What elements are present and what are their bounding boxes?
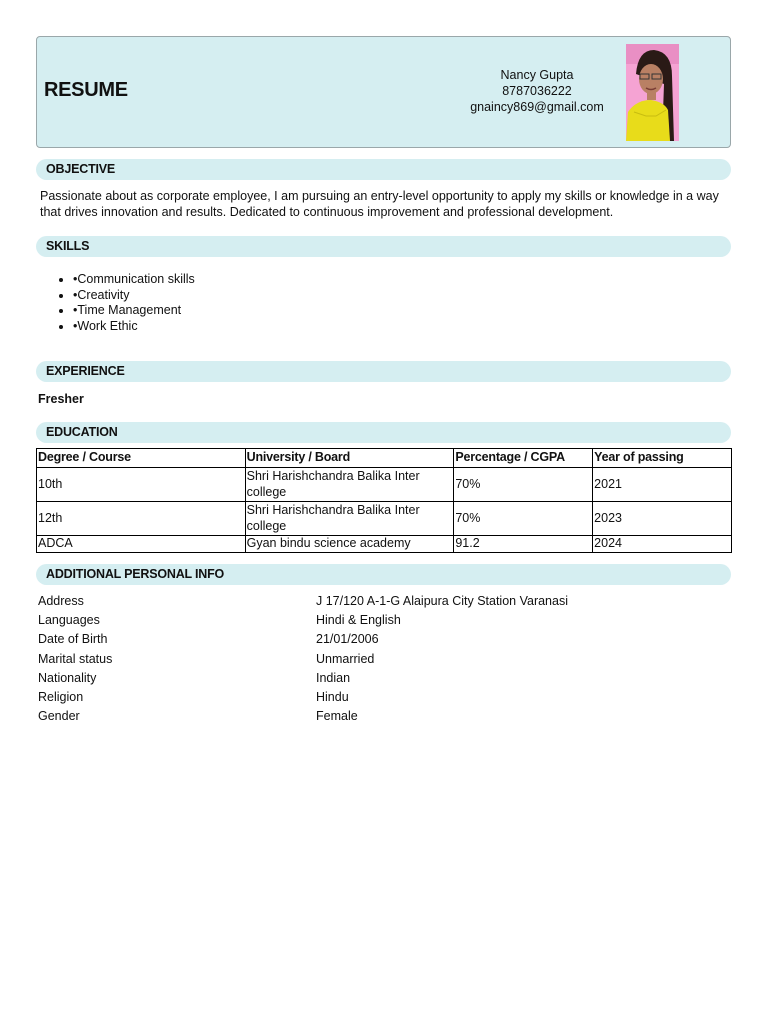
column-header: University / Board [245, 449, 454, 468]
info-label: Date of Birth [38, 632, 108, 647]
table-cell: 70% [454, 502, 593, 536]
info-value: 21/01/2006 [316, 632, 379, 647]
skill-item: • •Creativity [73, 288, 195, 304]
column-header: Degree / Course [37, 449, 246, 468]
info-label: Languages [38, 612, 100, 627]
table-header-row [37, 449, 732, 468]
section-title: EXPERIENCE [46, 364, 125, 378]
info-value: Unmarried [316, 651, 375, 666]
section-title: SKILLS [46, 239, 90, 253]
objective-text: Passionate about as corporate employee, I am pursuing an entry-level opportunity to apply my skills or knowledge in a way that drives innovation and results. Dedicated to continuous improvement and professional development. [40, 189, 719, 219]
education-table [36, 448, 732, 553]
candidate-name: Nancy Gupta [500, 68, 574, 82]
contact-block [457, 67, 617, 115]
profile-photo [626, 44, 679, 141]
section-objective [36, 159, 731, 180]
info-label: Address [38, 593, 84, 608]
section-title: ADDITIONAL PERSONAL INFO [46, 567, 225, 581]
profile-photo-image [626, 44, 679, 141]
table-cell: 2021 [593, 468, 732, 502]
skills-list [40, 272, 195, 334]
column-header: Percentage / CGPA [454, 449, 593, 468]
table-cell: 12th [37, 502, 246, 536]
table-cell: 70% [454, 468, 593, 502]
resume-header [36, 36, 731, 148]
table-cell: 2024 [593, 536, 732, 553]
info-row [38, 591, 728, 610]
section-education [36, 422, 731, 443]
table-cell: Gyan bindu science academy [245, 536, 454, 553]
info-row [38, 668, 728, 687]
phone-number: 8787036222 [502, 84, 572, 98]
table-cell: Shri Harishchandra Balika Inter college [245, 468, 454, 502]
section-experience [36, 361, 731, 382]
column-header: Year of passing [593, 449, 732, 468]
table-cell: 10th [37, 468, 246, 502]
skill-item: • •Time Management [73, 303, 195, 319]
info-row [38, 707, 728, 726]
table-cell: Shri Harishchandra Balika Inter college [245, 502, 454, 536]
section-title: OBJECTIVE [46, 162, 116, 176]
table-cell: 91.2 [454, 536, 593, 553]
table-cell: 2023 [593, 502, 732, 536]
info-value: Female [316, 709, 358, 724]
table-row [37, 468, 732, 502]
email-address: gnaincy869@gmail.com [470, 100, 604, 114]
info-row [38, 630, 728, 649]
skill-item: • •Work Ethic [73, 319, 195, 335]
table-row [37, 536, 732, 553]
personal-info-list [38, 591, 728, 726]
info-row [38, 649, 728, 668]
resume-title: RESUME [44, 79, 128, 101]
section-title: EDUCATION [46, 425, 118, 439]
info-label: Religion [38, 690, 84, 705]
table-row [37, 502, 732, 536]
info-row [38, 610, 728, 629]
info-value: Hindu [316, 690, 349, 705]
info-value: Hindi & English [316, 612, 401, 627]
skill-item: • •Communication skills [73, 272, 195, 288]
info-value: Indian [316, 670, 351, 685]
table-cell: ADCA [37, 536, 246, 553]
section-skills [36, 236, 731, 257]
info-label: Marital status [38, 651, 113, 666]
section-additional-info [36, 564, 731, 585]
info-label: Gender [38, 709, 80, 724]
info-label: Nationality [38, 670, 97, 685]
info-row [38, 687, 728, 706]
experience-text: Fresher [38, 392, 84, 406]
info-value: J 17/120 A-1-G Alaipura City Station Varanasi [316, 593, 568, 608]
